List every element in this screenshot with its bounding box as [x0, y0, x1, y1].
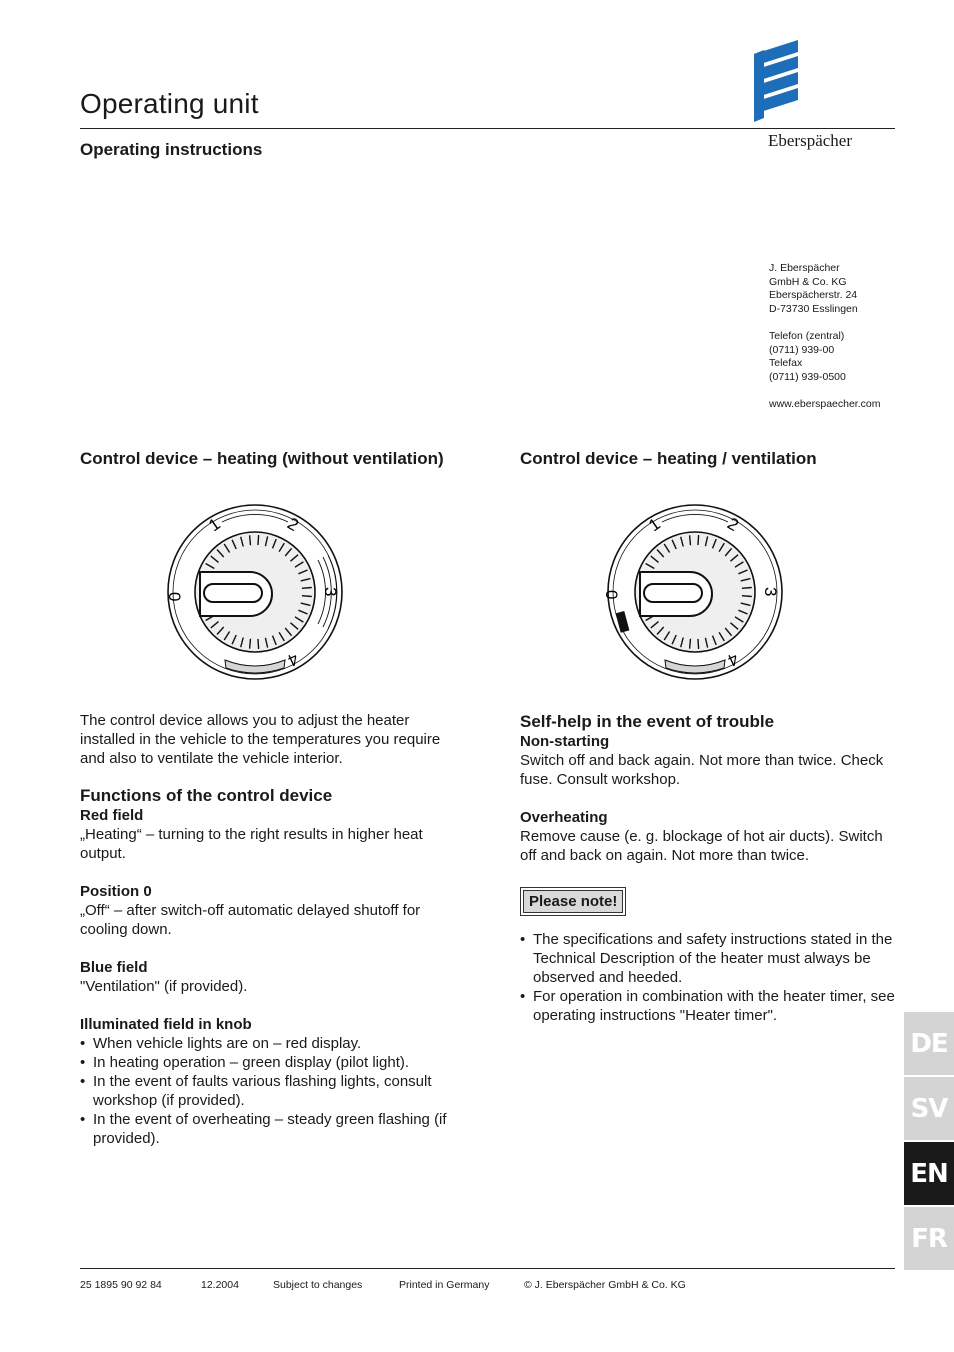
tab-fr[interactable] — [904, 1207, 954, 1270]
dial-label-0: 0 — [602, 590, 621, 600]
dial-tick — [250, 639, 251, 649]
red-field-title: Red field — [80, 807, 144, 824]
dial-tick — [698, 535, 699, 545]
heater-dial-diagram — [160, 500, 350, 685]
position0-title: Position 0 — [80, 883, 152, 900]
nonstart-title: Non-starting — [520, 733, 610, 750]
red-field-text: „Heating“ – turning to the right results in higher heat output. — [80, 826, 423, 862]
dial-tick — [698, 639, 699, 649]
list-item: • The specifications and safety instructions stated in the Technical Description of the heater must always be observed and heeded. — [520, 930, 898, 987]
dial-tick — [742, 596, 752, 597]
page-subtitle: Operating instructions — [80, 140, 263, 159]
dial-label-4: 4 — [724, 648, 742, 671]
overheat-title: Overheating — [520, 809, 608, 826]
dial-label-2: 2 — [284, 513, 302, 536]
list-item: • When vehicle lights are on – red display. — [80, 1034, 460, 1053]
header-divider — [80, 128, 895, 129]
please-note-label: Please note! — [523, 890, 623, 913]
dial-tick — [250, 535, 251, 545]
dial-tick — [690, 535, 691, 545]
dial-label-0: 0 — [165, 592, 184, 602]
blue-field-text: "Ventilation" (if provided). — [80, 978, 248, 995]
dial-tick — [302, 588, 312, 589]
fax-label: Telefax — [769, 357, 803, 370]
dial-tick — [690, 639, 691, 649]
address-line: J. Eberspächer — [769, 262, 840, 274]
footer-divider — [80, 1268, 895, 1269]
illuminated-field-list — [80, 1034, 460, 1148]
dial-label-3: 3 — [321, 587, 340, 597]
page-title: Operating unit — [80, 88, 259, 119]
heater-ventilation-dial-diagram — [600, 500, 790, 685]
right-column — [520, 712, 898, 1025]
tab-label: DE — [910, 1028, 948, 1059]
address-line: D-73730 Esslingen — [769, 302, 858, 315]
copyright: © J. Eberspächer GmbH & Co. KG — [524, 1279, 686, 1291]
address-line: Eberspächerstr. 24 — [769, 289, 858, 302]
print-date: 12.2004 — [201, 1279, 239, 1291]
list-item: • For operation in combination with the heater timer, see operating instructions "Heater timer". — [520, 987, 898, 1025]
selfhelp-heading: Self-help in the event of trouble — [520, 712, 775, 731]
address-line: GmbH & Co. KG — [769, 275, 847, 288]
tab-label: FR — [911, 1223, 947, 1254]
fax-number: (0711) 939-0500 — [769, 370, 846, 383]
eberspaecher-logo — [750, 38, 802, 126]
list-item: • In the event of overheating – steady green flashing (if provided). — [80, 1110, 460, 1148]
phone-number: (0711) 939-00 — [769, 343, 835, 356]
blue-field-title: Blue field — [80, 959, 148, 976]
position0-text: „Off“ – after switch-off automatic delayed shutoff for cooling down. — [80, 902, 421, 938]
tab-sv[interactable] — [904, 1077, 954, 1140]
list-item: • In heating operation – green display (pilot light). — [80, 1053, 460, 1072]
tab-en[interactable] — [904, 1142, 954, 1205]
list-item: • In the event of faults various flashing lights, consult workshop (if provided). — [80, 1072, 460, 1110]
left-column — [80, 711, 460, 1148]
intro-paragraph: The control device allows you to adjust the heater installed in the vehicle to the temperatures you require and also to ventilate the vehicle interior. — [80, 712, 441, 767]
nonstart-text: Switch off and back again. Not more than twice. Check fuse. Consult workshop. — [520, 752, 884, 788]
part-number: 25 1895 90 92 84 — [80, 1279, 162, 1291]
left-heading: Control device – heating (without ventilation) — [80, 449, 444, 468]
right-heading: Control device – heating / ventilation — [520, 449, 817, 468]
functions-heading: Functions of the control device — [80, 786, 333, 805]
please-note-badge — [520, 887, 626, 916]
dial-label-2: 2 — [724, 513, 742, 536]
brand-name: Eberspächer — [768, 131, 853, 150]
dial-label-3: 3 — [761, 587, 780, 597]
website-link[interactable]: www.eberspaecher.com — [769, 397, 881, 410]
tab-de[interactable] — [904, 1012, 954, 1075]
illuminated-field-title: Illuminated field in knob — [80, 1016, 252, 1033]
subject-note: Subject to changes — [273, 1279, 363, 1291]
printed-note: Printed in Germany — [399, 1279, 490, 1291]
note-list — [520, 930, 898, 1025]
tab-label: EN — [910, 1158, 948, 1189]
tab-label: SV — [910, 1093, 948, 1124]
dial-tick — [742, 588, 752, 589]
dial-label-1: 1 — [645, 514, 664, 536]
phone-label: Telefon (zentral) — [769, 329, 845, 342]
dial-label-4: 4 — [284, 648, 302, 671]
dial-tick — [302, 596, 312, 597]
overheat-text: Remove cause (e. g. blockage of hot air ducts). Switch off and back on again. Not more than twice. — [520, 828, 883, 864]
dial-tick — [258, 639, 259, 649]
dial-tick — [258, 535, 259, 545]
address-block — [769, 262, 880, 412]
dial-label-1: 1 — [205, 514, 224, 536]
